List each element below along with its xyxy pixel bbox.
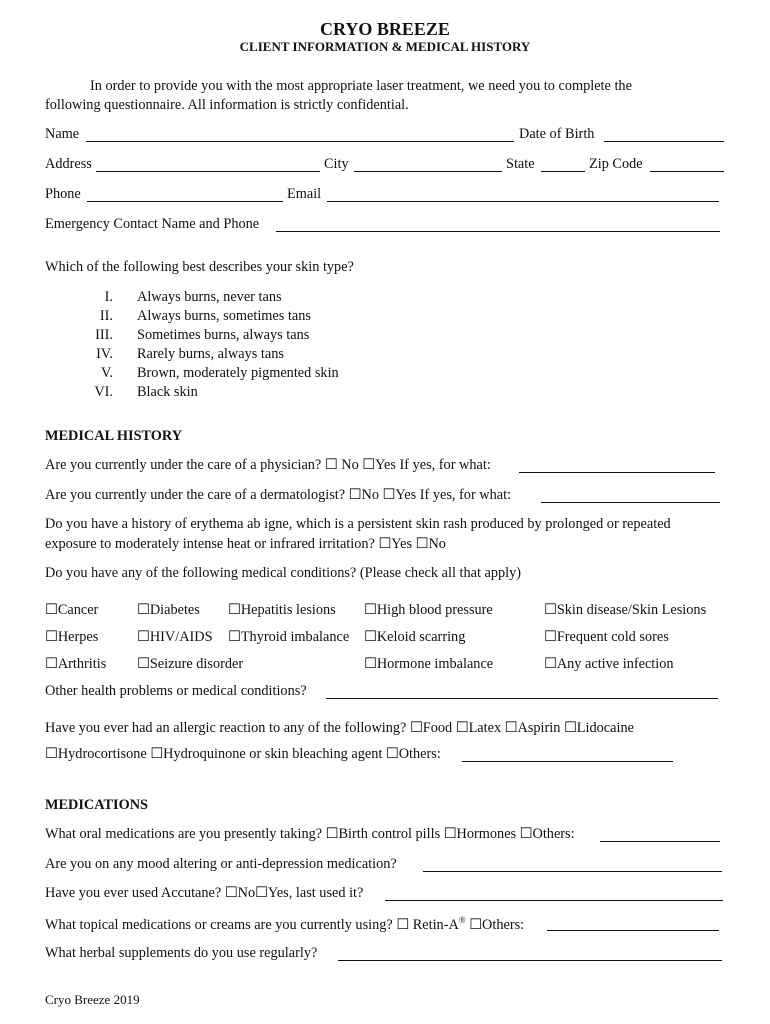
skin-option-text: Black skin <box>137 384 198 400</box>
dob-field[interactable] <box>604 129 724 142</box>
registered-mark: ® <box>458 915 466 925</box>
address-field[interactable] <box>96 159 320 172</box>
condition-checkbox[interactable]: ☐Hepatitis lesions <box>228 602 336 618</box>
address-label: Address <box>45 156 92 172</box>
condition-checkbox[interactable]: ☐Herpes <box>45 629 99 645</box>
name-field[interactable] <box>86 129 514 142</box>
email-label: Email <box>287 186 322 202</box>
skin-option-number: I. <box>104 289 113 305</box>
condition-checkbox[interactable]: ☐Frequent cold sores <box>544 629 669 645</box>
herbal-supplements-field[interactable] <box>338 948 722 961</box>
condition-checkbox[interactable]: ☐Seizure disorder <box>137 656 244 672</box>
condition-checkbox[interactable]: ☐Diabetes <box>137 602 200 618</box>
conditions-question: Do you have any of the following medical conditions? (Please check all that apply) <box>45 565 522 581</box>
zip-label: Zip Code <box>589 156 643 172</box>
dob-label: Date of Birth <box>519 126 595 142</box>
state-field[interactable] <box>541 159 585 172</box>
allergy-question-line-2[interactable]: ☐Hydrocortisone ☐Hydroquinone or skin bleaching agent ☐Others: <box>45 746 441 762</box>
zip-field[interactable] <box>650 159 724 172</box>
dermatologist-answer-field[interactable] <box>541 490 720 503</box>
intro-line-2: following questionnaire. All information is strictly confidential. <box>45 97 409 113</box>
other-health-field[interactable] <box>326 686 718 699</box>
topical-medications-field[interactable] <box>547 918 719 931</box>
name-label: Name <box>45 126 80 142</box>
skin-option-text: Brown, moderately pigmented skin <box>137 365 339 381</box>
topical-others-text: ☐Others: <box>465 916 525 933</box>
skin-option-number: VI. <box>94 384 113 400</box>
oral-medications-field[interactable] <box>600 829 720 842</box>
footer-text: Cryo Breeze 2019 <box>45 992 140 1007</box>
herbal-supplements-question: What herbal supplements do you use regularly? <box>45 945 318 961</box>
topical-medications-question[interactable] <box>45 916 524 932</box>
condition-checkbox[interactable]: ☐Keloid scarring <box>364 629 466 645</box>
emergency-label: Emergency Contact Name and Phone <box>45 216 260 232</box>
skin-option-number: V. <box>100 365 113 381</box>
city-label: City <box>324 156 349 172</box>
condition-checkbox[interactable]: ☐Arthritis <box>45 656 107 672</box>
skin-option-5[interactable] <box>73 366 339 380</box>
skin-option-3[interactable] <box>73 328 309 342</box>
mood-medication-question: Are you on any mood altering or anti-depression medication? <box>45 856 397 872</box>
condition-checkbox[interactable]: ☐Any active infection <box>544 656 674 672</box>
medical-history-heading: MEDICAL HISTORY <box>45 428 183 444</box>
skin-option-text: Always burns, sometimes tans <box>137 308 311 324</box>
allergy-others-field[interactable] <box>462 749 673 762</box>
physician-question[interactable]: Are you currently under the care of a physician? ☐ No ☐Yes If yes, for what: <box>45 457 491 473</box>
topical-question-text: What topical medications or creams are you currently using? ☐ Retin-A <box>45 916 459 933</box>
condition-checkbox[interactable]: ☐Thyroid imbalance <box>228 629 350 645</box>
skin-option-6[interactable] <box>73 385 198 399</box>
email-field[interactable] <box>327 189 719 202</box>
condition-checkbox[interactable]: ☐Skin disease/Skin Lesions <box>544 602 707 618</box>
condition-checkbox[interactable]: ☐HIV/AIDS <box>137 629 213 645</box>
allergy-question-line-1[interactable]: Have you ever had an allergic reaction to any of the following? ☐Food ☐Latex ☐Aspirin ☐Lidocaine <box>45 720 634 736</box>
intro-line-1: In order to provide you with the most appropriate laser treatment, we need you to complete the <box>90 78 632 94</box>
medications-heading: MEDICATIONS <box>45 797 149 813</box>
skin-option-text: Sometimes burns, always tans <box>137 327 310 343</box>
condition-checkbox[interactable]: ☐Cancer <box>45 602 99 618</box>
skin-option-2[interactable] <box>73 309 311 323</box>
physician-answer-field[interactable] <box>519 460 715 473</box>
emergency-field[interactable] <box>276 219 720 232</box>
oral-medications-question[interactable]: What oral medications are you presently taking? ☐Birth control pills ☐Hormones ☐Others: <box>45 826 575 842</box>
mood-medication-field[interactable] <box>423 859 722 872</box>
skin-option-number: III. <box>95 327 113 343</box>
erythema-question-line-1: Do you have a history of erythema ab igne, which is a persistent skin rash produced by prolonged or repeated <box>45 516 671 532</box>
city-field[interactable] <box>354 159 502 172</box>
state-label: State <box>506 156 535 172</box>
form-title: CRYO BREEZE <box>320 19 450 39</box>
condition-checkbox[interactable]: ☐High blood pressure <box>364 602 493 618</box>
erythema-question-line-2[interactable]: exposure to moderately intense heat or infrared irritation? ☐Yes ☐No <box>45 536 446 552</box>
phone-field[interactable] <box>87 189 283 202</box>
form-subtitle: CLIENT INFORMATION & MEDICAL HISTORY <box>239 39 531 54</box>
skin-type-question: Which of the following best describes your skin type? <box>45 259 354 275</box>
condition-checkbox[interactable]: ☐Hormone imbalance <box>364 656 494 672</box>
accutane-field[interactable] <box>385 888 723 901</box>
other-health-label: Other health problems or medical conditions? <box>45 683 307 699</box>
skin-option-number: II. <box>99 308 113 324</box>
dermatologist-question[interactable]: Are you currently under the care of a dermatologist? ☐No ☐Yes If yes, for what: <box>45 487 512 503</box>
accutane-question[interactable]: Have you ever used Accutane? ☐No☐Yes, last used it? <box>45 885 364 901</box>
skin-option-text: Rarely burns, always tans <box>137 346 284 362</box>
skin-option-4[interactable] <box>73 347 284 361</box>
phone-label: Phone <box>45 186 81 202</box>
skin-option-text: Always burns, never tans <box>137 289 282 305</box>
skin-option-number: IV. <box>96 346 113 362</box>
skin-option-1[interactable] <box>73 290 282 304</box>
